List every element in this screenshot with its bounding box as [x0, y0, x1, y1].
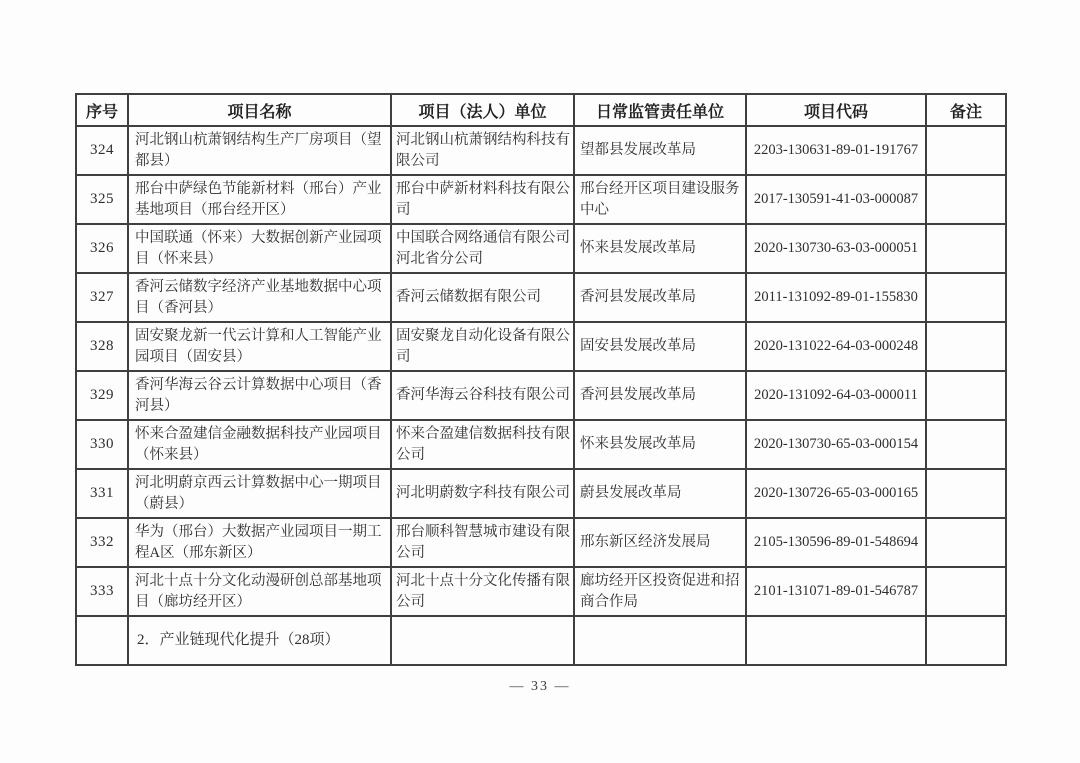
cell-no: 325 [76, 175, 128, 224]
cell-name: 中国联通（怀来）大数据创新产业园项目（怀来县） [128, 224, 391, 273]
cell-no: 324 [76, 126, 128, 175]
cell-code: 2011-131092-89-01-155830 [746, 273, 926, 322]
cell-entity: 邢台中萨新材料科技有限公司 [391, 175, 574, 224]
col-header-legal-entity: 项目（法人）单位 [391, 94, 574, 126]
section-cell-code [746, 616, 926, 665]
cell-no: 333 [76, 567, 128, 616]
cell-no: 329 [76, 371, 128, 420]
table-row [76, 371, 1006, 420]
cell-remark [926, 224, 1006, 273]
cell-code: 2020-130726-65-03-000165 [746, 469, 926, 518]
table-row [76, 567, 1006, 616]
table-row [76, 420, 1006, 469]
cell-remark [926, 126, 1006, 175]
cell-entity: 河北十点十分文化传播有限公司 [391, 567, 574, 616]
cell-no: 332 [76, 518, 128, 567]
cell-remark [926, 371, 1006, 420]
cell-supervisor: 香河县发展改革局 [574, 273, 746, 322]
cell-remark [926, 469, 1006, 518]
cell-entity: 中国联合网络通信有限公司河北省分公司 [391, 224, 574, 273]
cell-entity: 河北钢山杭萧钢结构科技有限公司 [391, 126, 574, 175]
cell-supervisor: 怀来县发展改革局 [574, 224, 746, 273]
cell-no: 330 [76, 420, 128, 469]
cell-name: 香河华海云谷云计算数据中心项目（香河县） [128, 371, 391, 420]
cell-remark [926, 567, 1006, 616]
col-header-remark: 备注 [926, 94, 1006, 126]
cell-name: 怀来合盈建信金融数据科技产业园项目（怀来县） [128, 420, 391, 469]
section-row [76, 616, 1006, 665]
cell-code: 2101-131071-89-01-546787 [746, 567, 926, 616]
table-header-row [76, 94, 1006, 126]
table-row [76, 175, 1006, 224]
table-row [76, 469, 1006, 518]
cell-no: 327 [76, 273, 128, 322]
cell-code: 2020-130730-65-03-000154 [746, 420, 926, 469]
cell-name: 河北十点十分文化动漫研创总部基地项目（廊坊经开区） [128, 567, 391, 616]
cell-supervisor: 固安县发展改革局 [574, 322, 746, 371]
col-header-project-code: 项目代码 [746, 94, 926, 126]
cell-supervisor: 邢台经开区项目建设服务中心 [574, 175, 746, 224]
cell-remark [926, 273, 1006, 322]
cell-code: 2020-131092-64-03-000011 [746, 371, 926, 420]
cell-entity: 固安聚龙自动化设备有限公司 [391, 322, 574, 371]
cell-name: 河北明蔚京西云计算数据中心一期项目（蔚县） [128, 469, 391, 518]
cell-supervisor: 怀来县发展改革局 [574, 420, 746, 469]
section-cell-no [76, 616, 128, 665]
cell-remark [926, 518, 1006, 567]
col-header-no: 序号 [76, 94, 128, 126]
section-cell-supervisor [574, 616, 746, 665]
cell-entity: 河北明蔚数字科技有限公司 [391, 469, 574, 518]
cell-name: 邢台中萨绿色节能新材料（邢台）产业基地项目（邢台经开区） [128, 175, 391, 224]
cell-code: 2020-131022-64-03-000248 [746, 322, 926, 371]
cell-entity: 香河云储数据有限公司 [391, 273, 574, 322]
cell-code: 2203-130631-89-01-191767 [746, 126, 926, 175]
cell-name: 河北钢山杭萧钢结构生产厂房项目（望都县） [128, 126, 391, 175]
cell-name: 华为（邢台）大数据产业园项目一期工程A区（邢东新区） [128, 518, 391, 567]
table-row [76, 273, 1006, 322]
table-row [76, 322, 1006, 371]
cell-entity: 香河华海云谷科技有限公司 [391, 371, 574, 420]
section-cell-remark [926, 616, 1006, 665]
page-number: — 33 — [509, 679, 571, 694]
cell-code: 2105-130596-89-01-548694 [746, 518, 926, 567]
cell-code: 2020-130730-63-03-000051 [746, 224, 926, 273]
cell-entity: 邢台顺科智慧城市建设有限公司 [391, 518, 574, 567]
cell-supervisor: 蔚县发展改革局 [574, 469, 746, 518]
cell-name: 香河云储数字经济产业基地数据中心项目（香河县） [128, 273, 391, 322]
table-row [76, 518, 1006, 567]
col-header-supervisor: 日常监管责任单位 [574, 94, 746, 126]
section-cell-entity [391, 616, 574, 665]
table-body [76, 126, 1006, 665]
section-label: 2．产业链现代化提升（28项） [128, 616, 391, 665]
cell-supervisor: 邢东新区经济发展局 [574, 518, 746, 567]
project-table [75, 93, 1007, 666]
cell-remark [926, 420, 1006, 469]
col-header-project-name: 项目名称 [128, 94, 391, 126]
cell-no: 328 [76, 322, 128, 371]
table-row [76, 224, 1006, 273]
cell-supervisor: 廊坊经开区投资促进和招商合作局 [574, 567, 746, 616]
cell-supervisor: 香河县发展改革局 [574, 371, 746, 420]
cell-name: 固安聚龙新一代云计算和人工智能产业园项目（固安县） [128, 322, 391, 371]
cell-entity: 怀来合盈建信数据科技有限公司 [391, 420, 574, 469]
cell-no: 326 [76, 224, 128, 273]
cell-remark [926, 322, 1006, 371]
cell-no: 331 [76, 469, 128, 518]
cell-remark [926, 175, 1006, 224]
table-row [76, 126, 1006, 175]
cell-supervisor: 望都县发展改革局 [574, 126, 746, 175]
cell-code: 2017-130591-41-03-000087 [746, 175, 926, 224]
